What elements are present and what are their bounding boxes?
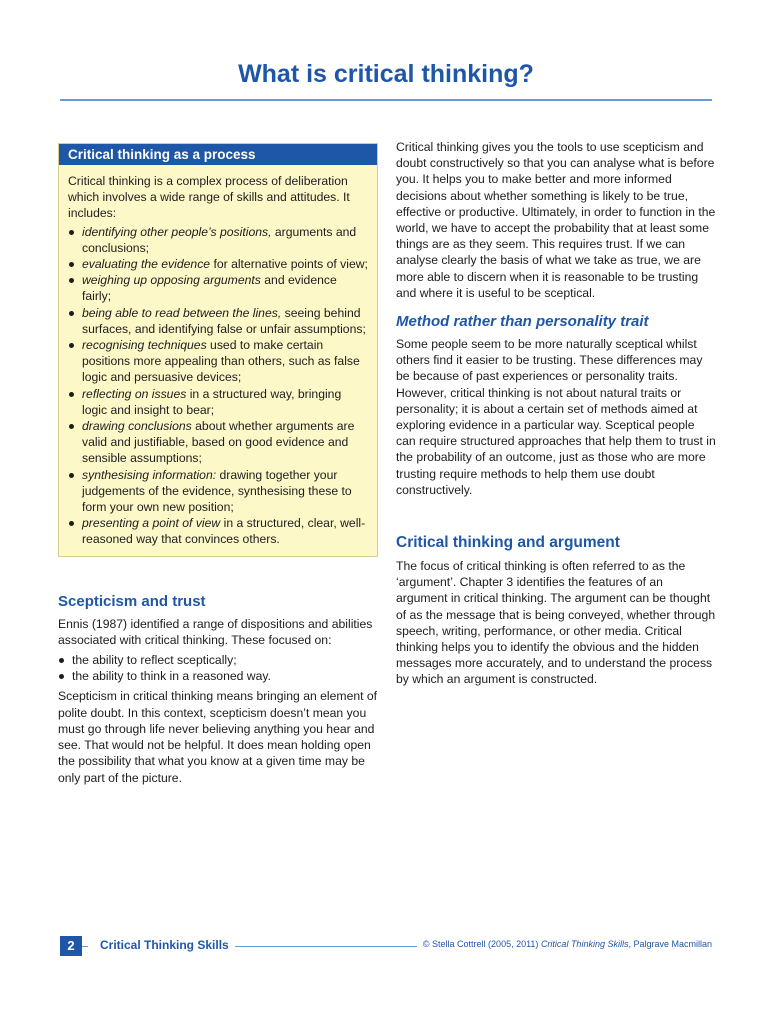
bullet-icon [69,311,74,316]
spacer [396,498,716,534]
list-item-text: in a structured way, bringing logic and insight to bear; [82,386,342,417]
list-item [68,467,368,516]
list-item [68,418,368,467]
argument-paragraph: The focus of critical thinking is often referred to as the ‘argument’. Chapter 3 identifies the features of an argument in critical thinking. The argument can be thought of as the message that is being conveyed, whether through speech, writing, performance, or other media. Critical thinking helps you to identify the obvious and the hidden messages more accurately, and to understand the process by which an argument is constructed. [396,559,716,687]
list-item-text: arguments and conclusions; [82,224,357,255]
list-item-term: drawing conclusions [82,419,192,434]
bullet-icon [69,343,74,348]
process-box-body [59,165,377,548]
list-item [58,668,378,684]
bullet-icon [69,392,74,397]
bullet-icon [69,278,74,283]
list-item-term: identifying other people’s positions, [82,224,272,239]
spacer [396,301,716,313]
list-item-term: recognising techniques [82,338,207,353]
list-item [68,515,368,547]
list-item-text: the ability to reflect sceptically; [72,653,237,668]
spacer [58,557,378,593]
footer-book-title: Critical Thinking Skills [88,938,235,952]
bullet-icon [69,230,74,235]
list-item-term: synthesising information: [82,467,217,482]
process-box-header: Critical thinking as a process [59,144,377,165]
bullet-icon [59,674,64,679]
right-intro-paragraph: Critical thinking gives you the tools to use scepticism and doubt constructively so that you can analyse what is before you. It helps you to make better and more informed decisions about whether something is likely to be true, effective or productive. Ultimately, in order to function in the world, we have to accept the probability that at least some things are as they seem. This requires trust. If we can analyse clearly the basis of what we take as true, we are more able to discern when it is reasonable to be trusting and where it is useful to be sceptical. [396,140,716,300]
credit-prefix: © Stella Cottrell (2005, 2011) [422,939,541,949]
scepticism-list [58,652,378,684]
list-item [58,652,378,668]
list-item-term: presenting a point of view [82,516,221,531]
bullet-icon [69,424,74,429]
list-item [68,386,368,418]
list-item [68,337,368,386]
page-footer [60,936,712,956]
list-item-term: reflecting on issues [82,386,187,401]
list-item-term: being able to read between the lines, [82,305,282,320]
list-item [68,272,368,304]
left-column [58,143,378,786]
list-item-text: in a structured, clear, well-reasoned way that convinces others. [82,516,366,547]
method-paragraph: Some people seem to be more naturally sceptical whilst others find it easier to be trusting. These differences may be because of past experiences or personality traits. However, critical thinking is not about natural traits or personality; it is about a certain set of methods aimed at exploring evidence in a particular way. Sceptical people can require structured approaches that help them to trust in the probability of an outcome, just as those who are more trusting require methods to help them use doubt constructively. [396,337,716,497]
list-item-text: drawing together your judgements of the evidence, synthesising these to form your own new position; [82,467,352,515]
process-box [58,143,378,557]
bullet-icon [59,658,64,663]
process-list [68,224,368,548]
credit-suffix: , Palgrave Macmillan [628,939,712,949]
scepticism-paragraph: Scepticism in critical thinking means bringing an element of polite doubt. In this context, scepticism doesn’t mean you must go through life never believing anything you hear and see. That would not be helpful. It does mean holding open the possibility that what you know at a given time may be only part of the picture. [58,689,378,785]
list-item-text: and evidence fairly; [82,273,337,304]
list-item-text: the ability to think in a reasoned way. [72,669,271,684]
list-item-term: weighing up opposing arguments [82,273,261,288]
credit-title: Critical Thinking Skills [540,939,629,949]
right-column [396,139,716,688]
list-item [68,224,368,256]
method-title: Method rather than personality trait [396,313,649,331]
list-item-text: seeing behind surfaces, and identifying false or unfair assumptions; [82,305,366,336]
process-intro: Critical thinking is a complex process of deliberation which involves a wide range of skills and attitudes. It includes: [68,174,350,221]
scepticism-title: Scepticism and trust [58,592,206,610]
bullet-icon [69,473,74,478]
title-divider [60,99,712,101]
list-item-term: evaluating the evidence [82,257,211,272]
bullet-icon [69,521,74,526]
page-number: 2 [60,936,82,956]
list-item-text: about whether arguments are valid and justifiable, based on good evidence and sensible assumptions; [82,419,355,466]
list-item [68,305,368,337]
list-item [68,256,368,272]
list-item-text: for alternative points of view; [210,257,368,272]
scepticism-intro: Ennis (1987) identified a range of dispositions and abilities associated with critical thinking. These focused on: [58,616,373,647]
footer-credit [417,939,712,949]
bullet-icon [69,262,74,267]
page-title: What is critical thinking? [238,60,534,88]
list-item-text: used to make certain positions more appealing than others, such as false logic and persuasive devices; [82,338,360,385]
argument-title: Critical thinking and argument [396,534,620,552]
